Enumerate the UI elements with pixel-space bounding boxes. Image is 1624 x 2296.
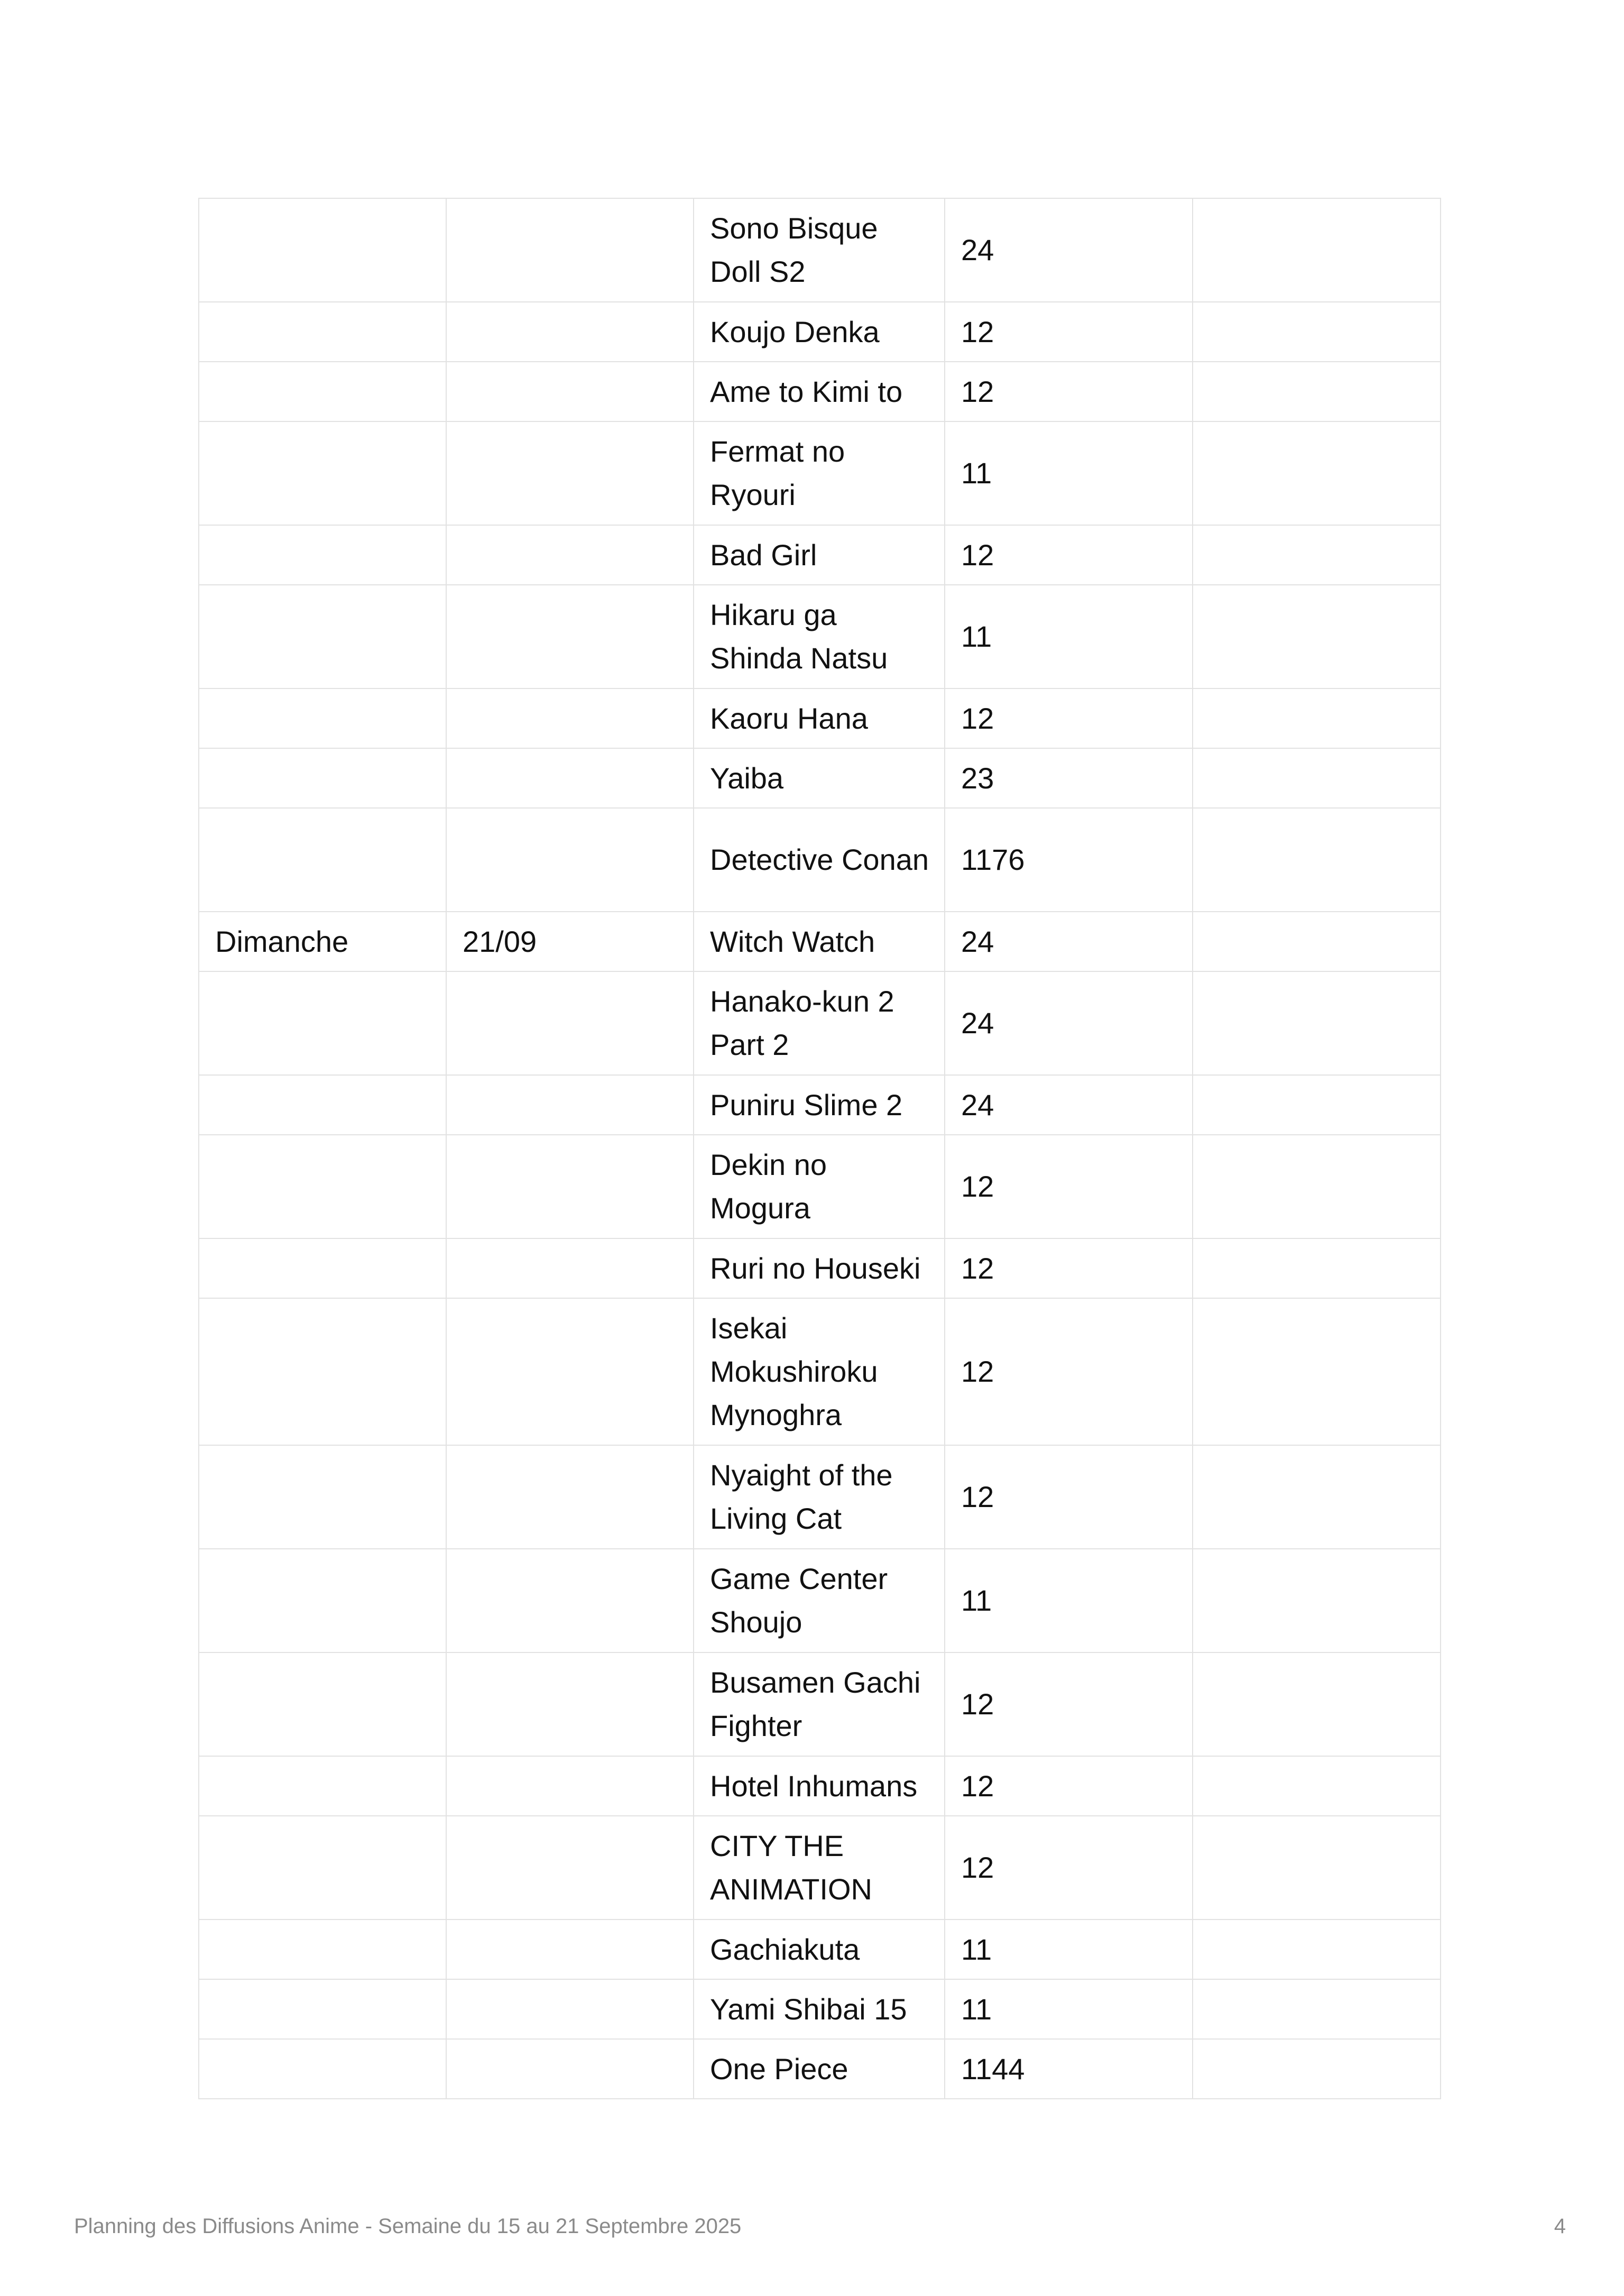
table-row — [199, 198, 1441, 302]
day-cell — [199, 1652, 446, 1756]
date-cell — [446, 198, 694, 302]
date-cell — [446, 421, 694, 525]
date-cell — [446, 1816, 694, 1920]
title-cell: Koujo Denka — [694, 302, 945, 362]
title-cell: Game Center Shoujo — [694, 1549, 945, 1652]
day-cell — [199, 1075, 446, 1135]
extra-cell — [1193, 421, 1441, 525]
table-row — [199, 362, 1441, 421]
title-cell: Yaiba — [694, 748, 945, 808]
title-cell: Dekin no Mogura — [694, 1135, 945, 1238]
extra-cell — [1193, 1979, 1441, 2039]
extra-cell — [1193, 362, 1441, 421]
day-cell — [199, 1979, 446, 2039]
extra-cell — [1193, 2039, 1441, 2099]
episode-cell: 24 — [945, 198, 1193, 302]
day-cell — [199, 1238, 446, 1298]
day-cell — [199, 688, 446, 748]
day-cell — [199, 1445, 446, 1549]
day-cell — [199, 302, 446, 362]
table-row — [199, 912, 1441, 971]
title-cell: One Piece — [694, 2039, 945, 2099]
table-row — [199, 1135, 1441, 1238]
episode-cell: 11 — [945, 585, 1193, 688]
day-cell — [199, 1298, 446, 1445]
day-cell — [199, 808, 446, 912]
day-cell — [199, 1816, 446, 1920]
episode-cell: 11 — [945, 421, 1193, 525]
title-cell: Yami Shibai 15 — [694, 1979, 945, 2039]
episode-cell: 12 — [945, 688, 1193, 748]
date-cell — [446, 1652, 694, 1756]
title-cell: CITY THE ANIMATION — [694, 1816, 945, 1920]
extra-cell — [1193, 525, 1441, 585]
extra-cell — [1193, 1298, 1441, 1445]
table-row — [199, 808, 1441, 912]
table-row — [199, 525, 1441, 585]
date-cell — [446, 808, 694, 912]
date-cell — [446, 1979, 694, 2039]
episode-cell: 12 — [945, 1652, 1193, 1756]
title-cell: Ruri no Houseki — [694, 1238, 945, 1298]
day-cell — [199, 1756, 446, 1816]
episode-cell: 11 — [945, 1979, 1193, 2039]
table-row — [199, 1445, 1441, 1549]
extra-cell — [1193, 198, 1441, 302]
table-row — [199, 1652, 1441, 1756]
day-cell — [199, 748, 446, 808]
title-cell: Puniru Slime 2 — [694, 1075, 945, 1135]
date-cell — [446, 748, 694, 808]
title-cell: Gachiakuta — [694, 1920, 945, 1979]
date-cell — [446, 585, 694, 688]
date-cell — [446, 971, 694, 1075]
episode-cell: 24 — [945, 912, 1193, 971]
table-row — [199, 1298, 1441, 1445]
title-cell: Nyaight of the Living Cat — [694, 1445, 945, 1549]
day-cell — [199, 525, 446, 585]
extra-cell — [1193, 1816, 1441, 1920]
date-cell — [446, 1238, 694, 1298]
day-cell — [199, 1135, 446, 1238]
date-cell — [446, 1298, 694, 1445]
title-cell: Kaoru Hana — [694, 688, 945, 748]
day-cell — [199, 1920, 446, 1979]
title-cell: Hanako-kun 2 Part 2 — [694, 971, 945, 1075]
extra-cell — [1193, 1238, 1441, 1298]
footer-page-number: 4 — [1554, 2215, 1566, 2238]
episode-cell: 12 — [945, 302, 1193, 362]
date-cell: 21/09 — [446, 912, 694, 971]
title-cell: Isekai Mokushiroku Mynoghra — [694, 1298, 945, 1445]
footer-document-title: Planning des Diffusions Anime - Semaine du 15 au 21 Septembre 2025 — [74, 2215, 742, 2238]
extra-cell — [1193, 1652, 1441, 1756]
extra-cell — [1193, 971, 1441, 1075]
date-cell — [446, 1756, 694, 1816]
title-cell: Witch Watch — [694, 912, 945, 971]
date-cell — [446, 688, 694, 748]
episode-cell: 1144 — [945, 2039, 1193, 2099]
episode-cell: 12 — [945, 1238, 1193, 1298]
title-cell: Bad Girl — [694, 525, 945, 585]
extra-cell — [1193, 688, 1441, 748]
table-row — [199, 748, 1441, 808]
date-cell — [446, 362, 694, 421]
episode-cell: 12 — [945, 362, 1193, 421]
episode-cell: 12 — [945, 1445, 1193, 1549]
title-cell: Hotel Inhumans — [694, 1756, 945, 1816]
table-row — [199, 1238, 1441, 1298]
table-row — [199, 1920, 1441, 1979]
day-cell — [199, 971, 446, 1075]
table-row — [199, 2039, 1441, 2099]
episode-cell: 12 — [945, 525, 1193, 585]
table-body — [199, 198, 1441, 2099]
table-row — [199, 971, 1441, 1075]
date-cell — [446, 1920, 694, 1979]
date-cell — [446, 1549, 694, 1652]
extra-cell — [1193, 302, 1441, 362]
day-cell — [199, 2039, 446, 2099]
table-row — [199, 585, 1441, 688]
extra-cell — [1193, 912, 1441, 971]
day-cell — [199, 421, 446, 525]
extra-cell — [1193, 1756, 1441, 1816]
episode-cell: 23 — [945, 748, 1193, 808]
extra-cell — [1193, 808, 1441, 912]
date-cell — [446, 525, 694, 585]
date-cell — [446, 1135, 694, 1238]
table-row — [199, 688, 1441, 748]
date-cell — [446, 302, 694, 362]
extra-cell — [1193, 1920, 1441, 1979]
day-cell — [199, 585, 446, 688]
title-cell: Hikaru ga Shinda Natsu — [694, 585, 945, 688]
episode-cell: 12 — [945, 1756, 1193, 1816]
episode-cell: 1176 — [945, 808, 1193, 912]
title-cell: Busamen Gachi Fighter — [694, 1652, 945, 1756]
title-cell: Sono Bisque Doll S2 — [694, 198, 945, 302]
date-cell — [446, 1075, 694, 1135]
episode-cell: 24 — [945, 1075, 1193, 1135]
extra-cell — [1193, 1445, 1441, 1549]
table-row — [199, 1979, 1441, 2039]
date-cell — [446, 1445, 694, 1549]
table-row — [199, 302, 1441, 362]
broadcast-schedule-table — [198, 198, 1441, 2099]
extra-cell — [1193, 1135, 1441, 1238]
episode-cell: 11 — [945, 1920, 1193, 1979]
extra-cell — [1193, 585, 1441, 688]
title-cell: Detective Conan — [694, 808, 945, 912]
extra-cell — [1193, 748, 1441, 808]
extra-cell — [1193, 1549, 1441, 1652]
episode-cell: 24 — [945, 971, 1193, 1075]
title-cell: Fermat no Ryouri — [694, 421, 945, 525]
table-row — [199, 421, 1441, 525]
day-cell — [199, 362, 446, 421]
episode-cell: 12 — [945, 1816, 1193, 1920]
table-row — [199, 1816, 1441, 1920]
episode-cell: 12 — [945, 1135, 1193, 1238]
title-cell: Ame to Kimi to — [694, 362, 945, 421]
date-cell — [446, 2039, 694, 2099]
day-cell — [199, 198, 446, 302]
table-row — [199, 1756, 1441, 1816]
table-row — [199, 1549, 1441, 1652]
table-row — [199, 1075, 1441, 1135]
extra-cell — [1193, 1075, 1441, 1135]
episode-cell: 11 — [945, 1549, 1193, 1652]
day-cell — [199, 1549, 446, 1652]
episode-cell: 12 — [945, 1298, 1193, 1445]
day-cell: Dimanche — [199, 912, 446, 971]
